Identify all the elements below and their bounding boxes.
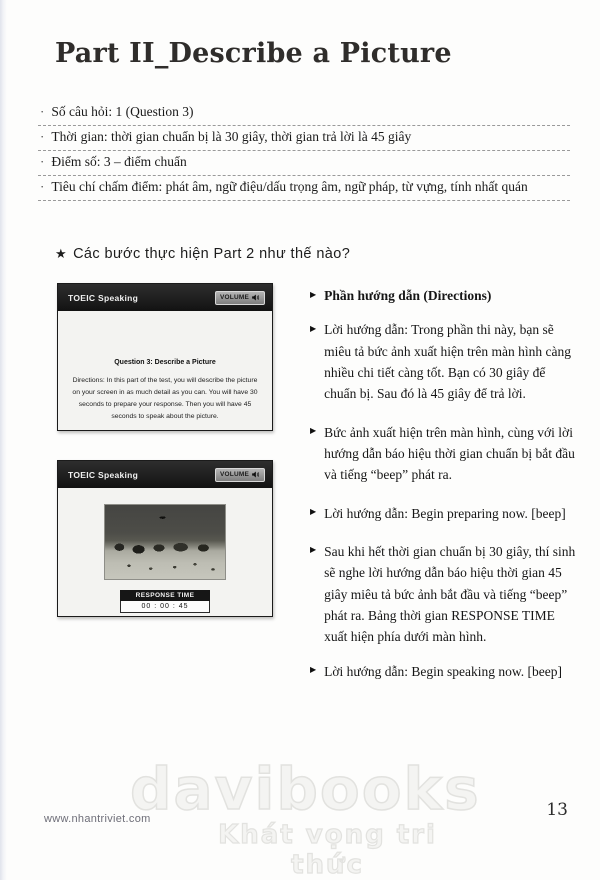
response-time-box [120,590,210,613]
step-text: Phần hướng dẫn (Directions) [324,288,492,303]
toeic-title-bar [58,284,272,311]
response-time-value: 00 : 00 : 45 [120,601,210,613]
volume-label: VOLUME [219,294,249,301]
toeic-title-bar [58,461,272,488]
step-item [310,319,578,404]
page-spine [0,0,7,880]
triangle-bullet-icon: ▶ [310,545,317,555]
section-header-text: Các bước thực hiện Part 2 như thế nào? [73,246,351,262]
step-text: Lời hướng dẫn: Begin preparing now. [beep] [324,505,566,521]
step-item [310,422,578,486]
speaker-icon [251,293,260,302]
steps-column [310,283,578,695]
info-list [38,101,570,201]
toeic-response-screenshot [57,460,273,617]
step-item [310,285,578,306]
dot-bullet-icon: · [40,178,45,194]
response-screen-body [58,488,272,613]
toeic-directions-screenshot [57,283,273,431]
triangle-bullet-icon: ▶ [310,507,317,517]
list-item [38,151,570,176]
content-columns [57,283,578,695]
watermark-slogan: Khát vọng tri thức [218,820,437,880]
section-header [55,246,350,262]
beach-scene-photo [105,505,225,579]
list-item [38,101,570,126]
step-item [310,503,578,524]
toeic-app-title: TOEIC Speaking [68,469,139,480]
volume-label: VOLUME [219,471,249,478]
dot-bullet-icon: · [40,153,45,169]
footer-url: www.nhantriviet.com [44,813,151,825]
screenshots-column [57,283,273,695]
page-number: 13 [546,800,568,820]
triangle-bullet-icon: ▶ [310,426,317,436]
watermark-brand: davibooks [130,755,481,823]
triangle-bullet-icon: ▶ [310,323,317,333]
step-text: Bức ảnh xuất hiện trên màn hình, cùng với lời hướng dẫn báo hiệu thời gian chuẩn bị bắt đầu và tiếng “beep” phát ra. [324,424,575,483]
dot-bullet-icon: · [40,104,45,119]
list-item-text: Điểm số: 3 – điểm chuẩn [51,153,187,169]
triangle-bullet-icon: ▶ [310,289,317,299]
step-item [310,661,578,682]
question-title: Question 3: Describe a Picture [114,359,216,366]
directions-screen-body [58,311,272,423]
step-text: Lời hướng dẫn: Trong phần thi này, bạn sẽ miêu tả bức ảnh xuất hiện trên màn hình càng nhiều chi tiết càng tốt. Bạn có 30 giây để chuẩn bị. Sau đó là 45 giây để trả lời. [324,322,572,402]
step-text: Lời hướng dẫn: Begin speaking now. [beep] [324,663,562,679]
toeic-app-title: TOEIC Speaking [68,292,139,303]
volume-button [215,291,265,305]
dot-bullet-icon: · [40,128,45,144]
list-item-text: Thời gian: thời gian chuẩn bị là 30 giây, thời gian trả lời là 45 giây [51,128,412,144]
page-title: Part II_Describe a Picture [55,38,452,69]
list-item-text: Tiêu chí chấm điểm: phát âm, ngữ điệu/dấu trọng âm, ngữ pháp, từ vựng, tính nhất quán [51,178,528,194]
step-item [310,541,578,648]
list-item [38,176,570,201]
watermark [130,755,481,880]
step-text: Sau khi hết thời gian chuẩn bị 30 giây, thí sinh sẽ nghe lời hướng dẫn báo hiệu thời gian 45 giây miêu tả bức ảnh bắt đầu và tiếng “beep” phát ra. Bảng thời gian RESPONSE TIME xuất hiện phía dưới màn hình. [324,543,576,645]
list-item-text: Số câu hỏi: 1 (Question 3) [51,104,194,119]
directions-text: Directions: In this part of the test, you will describe the picture on your screen in as much detail as you can. You will have 30 seconds to prepare your response. Then you will have 45 seconds to speak about the picture. [72,377,258,420]
volume-button [215,468,265,482]
list-item [38,126,570,151]
response-time-label: RESPONSE TIME [120,590,210,601]
star-icon: ★ [55,246,68,261]
speaker-icon [251,470,260,479]
triangle-bullet-icon: ▶ [310,665,317,675]
